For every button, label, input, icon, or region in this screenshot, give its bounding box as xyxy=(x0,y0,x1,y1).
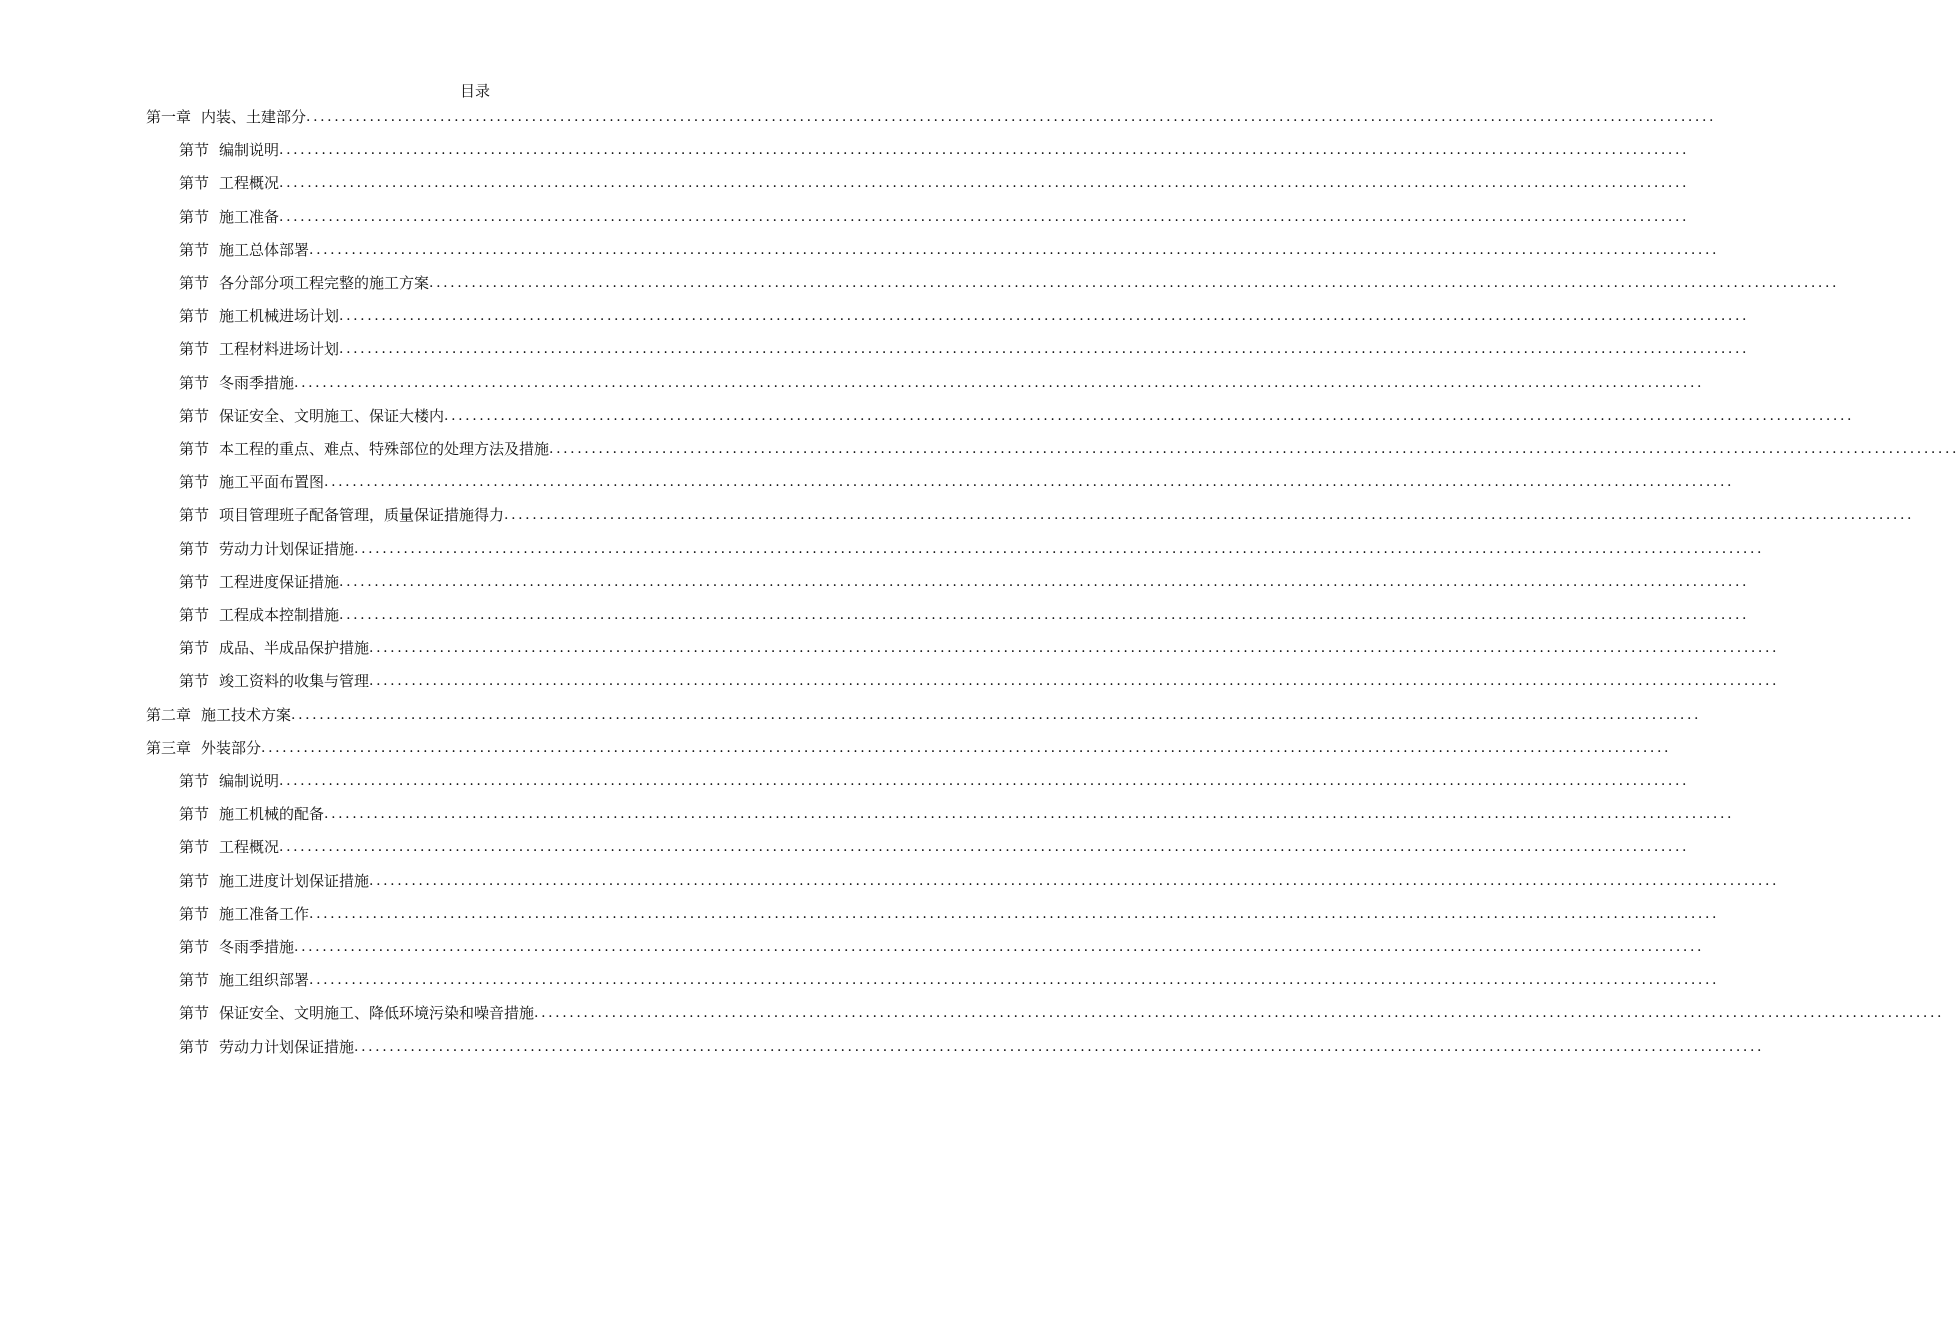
toc-dot-leader: ........................................................................................................................................................................................................ xyxy=(354,1038,1765,1055)
toc-dot-leader: ........................................................................................................................................................................................................ xyxy=(294,939,1705,955)
toc-chapter-entry[interactable] xyxy=(146,735,1672,759)
toc-entry-text: 编制说明 xyxy=(219,141,280,160)
toc-dot-leader: ........................................................................................................................................................................................................ xyxy=(324,474,1735,491)
toc-section-entry[interactable] xyxy=(179,502,1915,526)
toc-entry-prefix: 第节 xyxy=(179,1004,210,1023)
toc-entry-text: 工程材料进场计划 xyxy=(219,340,340,359)
toc-section-entry[interactable] xyxy=(179,602,1750,626)
toc-entry-text: 工程成本控制措施 xyxy=(219,606,340,624)
toc-entry-prefix: 第节 xyxy=(179,539,210,558)
toc-entry-text: 施工准备工作 xyxy=(219,904,310,923)
toc-dot-leader: ........................................................................................................................................................................................................ xyxy=(294,374,1705,391)
toc-dot-leader: ........................................................................................................................................................................................................ xyxy=(369,673,1780,690)
toc-dot-leader: ........................................................................................................................................................................................................ xyxy=(339,341,1750,358)
toc-dot-leader: ........................................................................................................................................................................................................ xyxy=(261,739,1672,756)
toc-section-entry[interactable] xyxy=(179,403,1855,427)
toc-entry-prefix: 第节 xyxy=(179,1037,210,1056)
toc-entry-prefix: 第节 xyxy=(179,971,210,990)
toc-entry-prefix: 第二章 xyxy=(146,705,192,724)
toc-entry-text: 各分部分项工程完整的施工方案 xyxy=(219,274,430,292)
toc-entry-prefix: 第节 xyxy=(179,174,210,193)
toc-title: 目录 xyxy=(459,82,490,100)
toc-entry-prefix: 第节 xyxy=(179,240,210,259)
toc-section-entry[interactable] xyxy=(179,1034,1765,1058)
toc-entry-prefix: 第节 xyxy=(179,473,210,492)
toc-entry-text: 保证安全、文明施工、降低环境污染和噪音措施 xyxy=(219,1004,535,1023)
toc-entry-text: 施工机械的配备 xyxy=(219,805,325,824)
toc-section-entry[interactable] xyxy=(179,1000,1945,1024)
toc-dot-leader: ........................................................................................................................................................................................................ xyxy=(279,175,1690,192)
toc-entry-prefix: 第节 xyxy=(179,307,210,326)
toc-dot-leader: ........................................................................................................................................................................................................ xyxy=(324,806,1735,823)
toc-dot-leader: ........................................................................................................................................................................................................ xyxy=(306,109,1717,125)
toc-entry-text: 施工平面布置图 xyxy=(219,473,325,492)
toc-entry-text: 成品、半成品保护措施 xyxy=(219,639,370,658)
toc-section-entry[interactable] xyxy=(179,868,1780,892)
toc-dot-leader: ........................................................................................................................................................................................................ xyxy=(279,208,1690,225)
toc-entry-text: 内装、土建部分 xyxy=(201,108,307,126)
toc-entry-prefix: 第节 xyxy=(179,207,210,226)
toc-section-entry[interactable] xyxy=(179,967,1720,991)
toc-entry-prefix: 第节 xyxy=(179,340,210,359)
toc-entry-text: 本工程的重点、难点、特殊部位的处理方法及措施 xyxy=(219,440,550,458)
toc-entry-text: 保证安全、文明施工、保证大楼内 xyxy=(219,406,445,425)
toc-entry-prefix: 第节 xyxy=(179,904,210,923)
toc-section-entry[interactable] xyxy=(179,303,1750,327)
toc-entry-prefix: 第节 xyxy=(179,406,210,425)
toc-dot-leader: ........................................................................................................................................................................................................ xyxy=(354,540,1765,557)
toc-dot-leader: ........................................................................................................................................................................................................ xyxy=(279,773,1690,789)
toc-dot-leader: ........................................................................................................................................................................................................ xyxy=(309,905,1720,922)
toc-dot-leader: ........................................................................................................................................................................................................ xyxy=(309,241,1720,258)
toc-entry-prefix: 第节 xyxy=(179,805,210,824)
toc-entry-text: 施工总体部署 xyxy=(219,240,310,259)
toc-section-entry[interactable] xyxy=(179,569,1750,593)
toc-section-entry[interactable] xyxy=(179,469,1735,493)
toc-dot-leader: ........................................................................................................................................................................................................ xyxy=(309,972,1720,989)
toc-entry-text: 工程进度保证措施 xyxy=(219,572,340,591)
toc-entry-prefix: 第节 xyxy=(179,440,210,458)
toc-entry-text: 工程概况 xyxy=(219,174,280,193)
toc-entry-prefix: 第节 xyxy=(179,772,210,790)
toc-entry-prefix: 第节 xyxy=(179,274,210,292)
toc-entry-text: 施工准备 xyxy=(219,207,280,226)
toc-dot-leader: ........................................................................................................................................................................................................ xyxy=(504,507,1915,524)
toc-chapter-entry[interactable] xyxy=(146,702,1702,726)
toc-dot-leader: ........................................................................................................................................................................................................ xyxy=(534,1005,1945,1022)
toc-section-entry[interactable] xyxy=(179,336,1750,360)
toc-dot-leader: ........................................................................................................................................................................................................ xyxy=(369,872,1780,889)
toc-entry-prefix: 第节 xyxy=(179,838,210,857)
toc-entry-prefix: 第节 xyxy=(179,639,210,658)
toc-section-entry[interactable] xyxy=(179,536,1765,560)
toc-entry-prefix: 第节 xyxy=(179,506,210,525)
toc-section-entry[interactable] xyxy=(179,768,1690,792)
toc-section-entry[interactable] xyxy=(179,270,1840,294)
toc-section-entry[interactable] xyxy=(179,170,1690,194)
toc-entry-text: 项目管理班子配备管理，质量保证措施得力 xyxy=(219,506,505,525)
toc-dot-leader: ........................................................................................................................................................................................................ xyxy=(339,607,1750,623)
toc-entry-text: 劳动力计划保证措施 xyxy=(219,539,355,558)
toc-entry-text: 施工进度计划保证措施 xyxy=(219,871,370,890)
toc-entry-text: 劳动力计划保证措施 xyxy=(219,1037,355,1056)
toc-dot-leader: ........................................................................................................................................................................................................ xyxy=(369,640,1780,657)
toc-section-entry[interactable] xyxy=(179,834,1690,858)
toc-entry-text: 冬雨季措施 xyxy=(219,938,295,956)
toc-entry-prefix: 第节 xyxy=(179,672,210,691)
toc-section-entry[interactable] xyxy=(179,635,1780,659)
toc-dot-leader: ........................................................................................................................................................................................................ xyxy=(279,839,1690,856)
toc-dot-leader: ........................................................................................................................................................................................................ xyxy=(339,308,1750,325)
toc-entry-text: 竣工资料的收集与管理 xyxy=(219,672,370,691)
toc-section-entry[interactable] xyxy=(179,436,1959,460)
toc-entry-prefix: 第节 xyxy=(179,373,210,392)
toc-entry-prefix: 第一章 xyxy=(146,108,192,126)
toc-entry-text: 施工机械进场计划 xyxy=(219,307,340,326)
toc-entry-prefix: 第节 xyxy=(179,938,210,956)
toc-dot-leader: ........................................................................................................................................................................................................ xyxy=(279,142,1690,159)
toc-entry-prefix: 第节 xyxy=(179,141,210,160)
toc-dot-leader: ........................................................................................................................................................................................................ xyxy=(444,407,1855,424)
toc-dot-leader: ........................................................................................................................................................................................................ xyxy=(339,573,1750,590)
toc-entry-prefix: 第三章 xyxy=(146,738,192,757)
toc-section-entry[interactable] xyxy=(179,934,1705,958)
toc-entry-text: 工程概况 xyxy=(219,838,280,857)
toc-entry-text: 编制说明 xyxy=(219,772,280,790)
toc-entry-prefix: 第节 xyxy=(179,606,210,624)
toc-section-entry[interactable] xyxy=(179,668,1780,692)
toc-dot-leader: ........................................................................................................................................................................................................ xyxy=(549,441,1959,457)
toc-section-entry[interactable] xyxy=(179,801,1735,825)
toc-entry-text: 施工技术方案 xyxy=(201,705,292,724)
toc-chapter-entry[interactable] xyxy=(146,104,1717,128)
toc-section-entry[interactable] xyxy=(179,901,1720,925)
toc-section-entry[interactable] xyxy=(179,370,1705,394)
toc-entry-text: 冬雨季措施 xyxy=(219,373,295,392)
toc-dot-leader: ........................................................................................................................................................................................................ xyxy=(291,706,1702,723)
toc-section-entry[interactable] xyxy=(179,204,1690,228)
toc-entry-text: 外装部分 xyxy=(201,738,262,757)
toc-entry-prefix: 第节 xyxy=(179,871,210,890)
toc-section-entry[interactable] xyxy=(179,237,1720,261)
toc-dot-leader: ........................................................................................................................................................................................................ xyxy=(429,275,1840,291)
toc-section-entry[interactable] xyxy=(179,137,1690,161)
toc-entry-text: 施工组织部署 xyxy=(219,971,310,990)
toc-entry-prefix: 第节 xyxy=(179,572,210,591)
